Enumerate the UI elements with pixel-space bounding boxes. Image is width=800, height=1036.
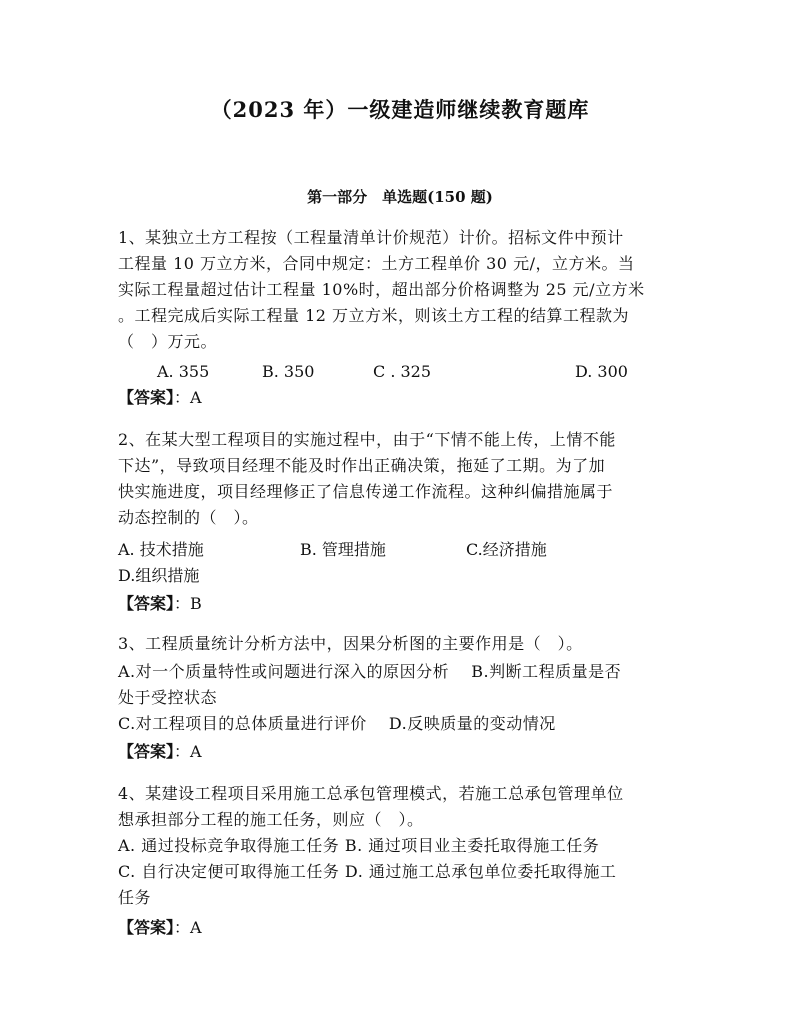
q1-line-4: 。工程完成后实际工程量 12 万立方米，则该土方工程的结算工程款为: [118, 306, 630, 325]
q3-line-4: C.对工程项目的总体质量进行评价 D.反映质量的变动情况: [118, 714, 556, 733]
q2-option-d: D.组织措施: [118, 566, 200, 585]
q4-line-3: A. 通过投标竞争取得施工任务 B. 通过项目业主委托取得施工任务: [118, 836, 600, 855]
q2-line-4: 动态控制的（ ）。: [118, 508, 259, 527]
document-title: （2023 年）一级建造师继续教育题库: [210, 97, 590, 122]
q1-answer-tag: 【答案】: [118, 388, 175, 407]
q1-line-5: （ ）万元。: [118, 332, 218, 351]
q2-line-3: 快实施进度，项目经理修正了信息传递工作流程。这种纠偏措施属于: [118, 482, 614, 501]
q2-answer: [118, 594, 202, 614]
q2-line-2: 下达”，导致项目经理不能及时作出正确决策，拖延了工期。为了加: [118, 456, 606, 475]
q4-answer: [118, 918, 202, 938]
q4-answer-value: ：A: [174, 918, 202, 937]
q3-line-3: 处于受控状态: [118, 688, 218, 707]
q4-line-4: C. 自行决定便可取得施工任务 D. 通过施工总承包单位委托取得施工: [118, 862, 617, 881]
q4-line-2: 想承担部分工程的施工任务，则应（ ）。: [118, 810, 424, 829]
q3-answer: [118, 742, 202, 762]
q2-line-1: 2、在某大型工程项目的实施过程中，由于“下情不能上传，上情不能: [118, 430, 616, 449]
q1-answer-value: ：A: [174, 388, 202, 407]
q1-option-b: B. 350: [262, 362, 315, 381]
q1-line-2: 工程量 10 万立方米，合同中规定：土方工程单价 30 元/，立方米。当: [118, 254, 635, 273]
q2-answer-tag: 【答案】: [118, 594, 175, 613]
q2-option-b: B. 管理措施: [300, 540, 386, 559]
q1-line-1: 1、某独立土方工程按（工程量清单计价规范）计价。招标文件中预计: [118, 228, 624, 247]
q4-line-1: 4、某建设工程项目采用施工总承包管理模式，若施工总承包管理单位: [118, 784, 624, 803]
q1-line-3: 实际工程量超过估计工程量 10%时，超出部分价格调整为 25 元/立方米: [118, 280, 645, 299]
q1-option-a: A. 355: [157, 362, 210, 381]
q3-answer-value: ：A: [174, 742, 202, 761]
q3-line-2: A.对一个质量特性或问题进行深入的原因分析 B.判断工程质量是否: [118, 662, 622, 681]
q3-answer-tag: 【答案】: [118, 742, 175, 761]
q1-option-d: D. 300: [575, 362, 628, 381]
q4-line-5: 任务: [118, 888, 152, 907]
q2-option-c: C.经济措施: [466, 540, 547, 559]
q2-option-a: A. 技术措施: [118, 540, 204, 559]
q1-answer: [118, 388, 202, 408]
q4-answer-tag: 【答案】: [118, 918, 175, 937]
q2-answer-value: ：B: [174, 594, 202, 613]
q1-option-c: C . 325: [373, 362, 432, 381]
section-heading: 第一部分 单选题(150 题): [307, 188, 493, 206]
q3-line-1: 3、工程质量统计分析方法中，因果分析图的主要作用是（ ）。: [118, 634, 583, 653]
